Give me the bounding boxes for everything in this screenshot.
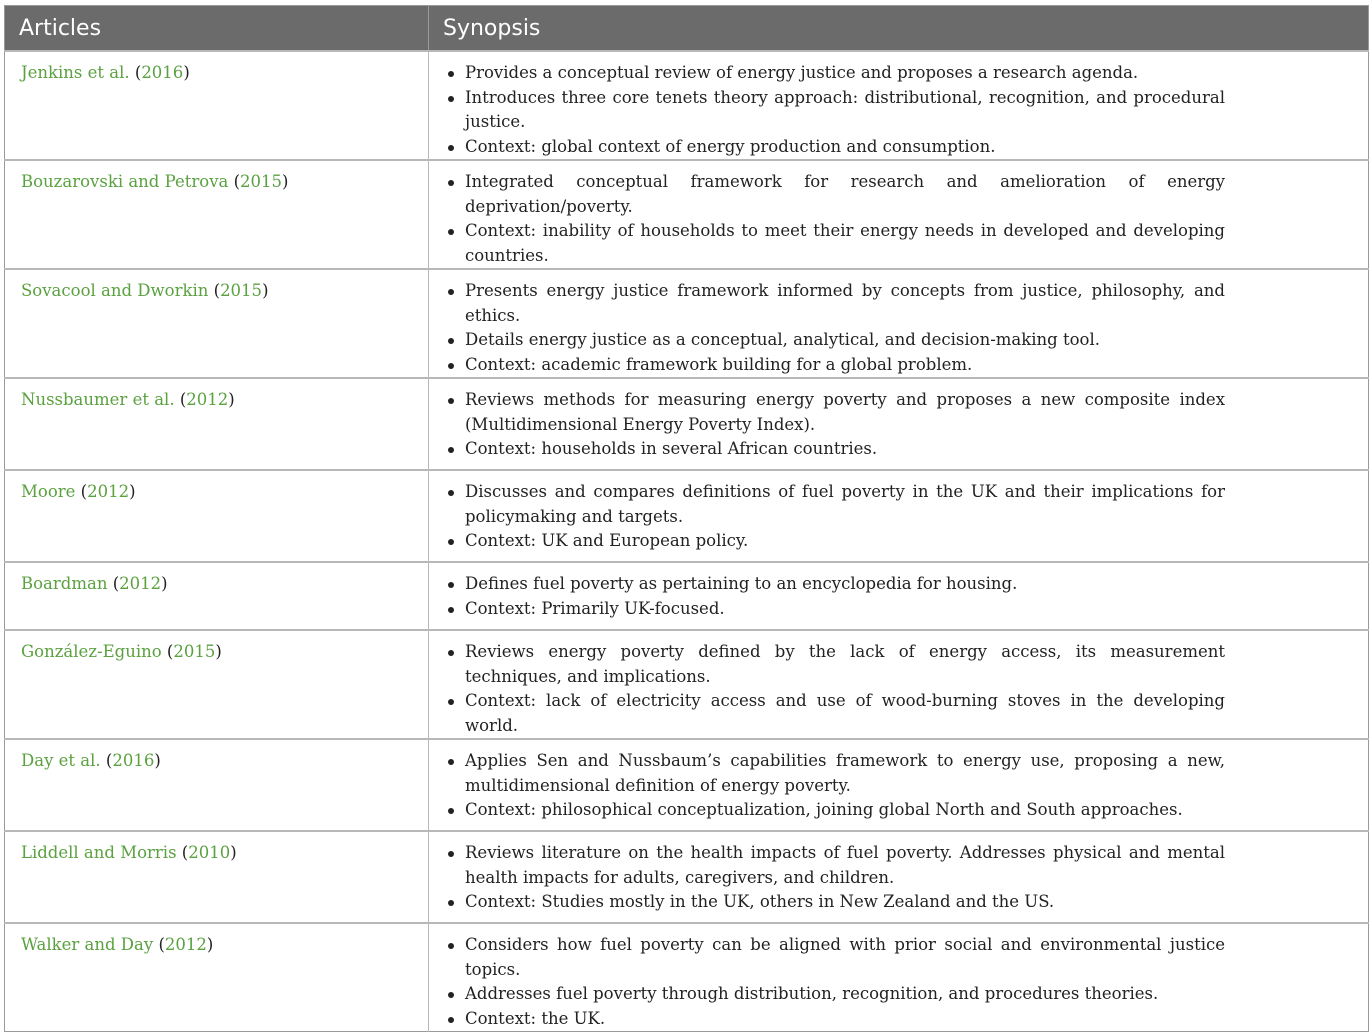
paren-open: (	[105, 751, 113, 770]
synopsis-list	[445, 279, 1225, 377]
paren-open: (	[158, 935, 165, 954]
synopsis-list	[445, 572, 1225, 621]
author-link[interactable]: Moore	[21, 482, 76, 501]
paren-close: )	[154, 751, 161, 770]
paren-close: )	[262, 281, 269, 300]
synopsis-cell	[429, 378, 1369, 470]
table-row	[5, 739, 1369, 831]
synopsis-bullet: Context: academic framework building for a global problem.	[445, 353, 1225, 378]
paren-open: (	[233, 172, 241, 191]
synopsis-list	[445, 841, 1225, 915]
paren-close: )	[129, 482, 136, 501]
year-link[interactable]: 2010	[188, 843, 231, 862]
year-link[interactable]: 2016	[112, 751, 155, 770]
synopsis-bullet: Context: Studies mostly in the UK, others in New Zealand and the US.	[445, 890, 1225, 915]
synopsis-cell	[429, 923, 1369, 1032]
synopsis-bullet: Context: lack of electricity access and use of wood-burning stoves in the developing world.	[445, 689, 1225, 738]
table-row	[5, 831, 1369, 923]
synopsis-bullet: Provides a conceptual review of energy justice and proposes a research agenda.	[445, 61, 1225, 86]
synopsis-cell	[429, 739, 1369, 831]
table-row	[5, 470, 1369, 562]
column-header-articles: Articles	[5, 6, 429, 52]
synopsis-list	[445, 170, 1225, 268]
paren-close: )	[230, 843, 237, 862]
synopsis-cell	[429, 831, 1369, 923]
article-cell	[5, 160, 429, 269]
synopsis-cell	[429, 269, 1369, 378]
articles-table	[4, 5, 1369, 1032]
article-cell	[5, 470, 429, 562]
year-link[interactable]: 2012	[119, 574, 162, 593]
author-link[interactable]: Jenkins et al.	[21, 63, 130, 82]
article-cell	[5, 51, 429, 160]
synopsis-bullet: Context: households in several African countries.	[445, 437, 1225, 462]
year-link[interactable]: 2015	[173, 642, 216, 661]
article-cell	[5, 923, 429, 1032]
table-row	[5, 378, 1369, 470]
synopsis-bullet: Defines fuel poverty as pertaining to an encyclopedia for housing.	[445, 572, 1225, 597]
synopsis-bullet: Reviews literature on the health impacts of fuel poverty. Addresses physical and mental health impacts for adults, caregivers, and children.	[445, 841, 1225, 890]
author-link[interactable]: Boardman	[21, 574, 108, 593]
table-row	[5, 562, 1369, 630]
synopsis-bullet: Integrated conceptual framework for research and amelioration of energy deprivation/poverty.	[445, 170, 1225, 219]
paren-close: )	[215, 642, 222, 661]
year-link[interactable]: 2012	[186, 390, 229, 409]
synopsis-list	[445, 640, 1225, 738]
paren-open: (	[179, 390, 187, 409]
paren-close: )	[206, 935, 214, 954]
paren-open: (	[166, 642, 174, 661]
synopsis-bullet: Reviews energy poverty defined by the lack of energy access, its measurement techniques, and implications.	[445, 640, 1225, 689]
year-link[interactable]: 2015	[220, 281, 263, 300]
table-row	[5, 160, 1369, 269]
author-link[interactable]: Day et al.	[21, 751, 101, 770]
synopsis-cell	[429, 160, 1369, 269]
table-body	[5, 51, 1369, 1032]
synopsis-bullet: Details energy justice as a conceptual, analytical, and decision-making tool.	[445, 328, 1225, 353]
table-row	[5, 630, 1369, 739]
synopsis-bullet: Reviews methods for measuring energy poverty and proposes a new composite index (Multidimensional Energy Poverty Index).	[445, 388, 1225, 437]
article-cell	[5, 562, 429, 630]
year-link[interactable]: 2012	[164, 935, 207, 954]
synopsis-bullet: Context: inability of households to meet their energy needs in developed and developing countries.	[445, 219, 1225, 268]
article-cell	[5, 269, 429, 378]
synopsis-list	[445, 749, 1225, 823]
synopsis-list	[445, 933, 1225, 1031]
synopsis-bullet: Introduces three core tenets theory approach: distributional, recognition, and procedural justice.	[445, 86, 1225, 135]
synopsis-cell	[429, 470, 1369, 562]
year-link[interactable]: 2015	[240, 172, 283, 191]
synopsis-bullet: Context: the UK.	[445, 1007, 1225, 1032]
synopsis-bullet: Presents energy justice framework informed by concepts from justice, philosophy, and ethics.	[445, 279, 1225, 328]
synopsis-bullet: Applies Sen and Nussbaum’s capabilities framework to energy use, proposing a new, multidimensional definition of energy poverty.	[445, 749, 1225, 798]
column-header-synopsis: Synopsis	[429, 6, 1369, 52]
synopsis-bullet: Context: Primarily UK-focused.	[445, 597, 1225, 622]
paren-close: )	[282, 172, 289, 191]
synopsis-cell	[429, 562, 1369, 630]
synopsis-bullet: Context: UK and European policy.	[445, 529, 1225, 554]
header-row	[5, 6, 1369, 52]
synopsis-bullet: Discusses and compares definitions of fuel poverty in the UK and their implications for policymaking and targets.	[445, 480, 1225, 529]
paren-open: (	[80, 482, 88, 501]
synopsis-bullet: Context: global context of energy production and consumption.	[445, 135, 1225, 160]
synopsis-list	[445, 61, 1225, 159]
author-link[interactable]: Sovacool and Dworkin	[21, 281, 209, 300]
author-link[interactable]: Liddell and Morris	[21, 843, 177, 862]
author-link[interactable]: González-Eguino	[21, 642, 162, 661]
synopsis-cell	[429, 630, 1369, 739]
year-link[interactable]: 2016	[141, 63, 184, 82]
synopsis-bullet: Addresses fuel poverty through distribution, recognition, and procedures theories.	[445, 982, 1225, 1007]
synopsis-list	[445, 480, 1225, 554]
synopsis-list	[445, 388, 1225, 462]
paren-close: )	[183, 63, 190, 82]
author-link[interactable]: Bouzarovski and Petrova	[21, 172, 229, 191]
paren-open: (	[213, 281, 221, 300]
table-row	[5, 51, 1369, 160]
paren-close: )	[228, 390, 235, 409]
paren-close: )	[161, 574, 168, 593]
author-link[interactable]: Walker and Day	[21, 935, 154, 954]
article-cell	[5, 831, 429, 923]
author-link[interactable]: Nussbaumer et al.	[21, 390, 175, 409]
synopsis-cell	[429, 51, 1369, 160]
table-row	[5, 269, 1369, 378]
paren-open: (	[112, 574, 120, 593]
paren-open: (	[181, 843, 189, 862]
year-link[interactable]: 2012	[87, 482, 130, 501]
article-cell	[5, 378, 429, 470]
synopsis-bullet: Considers how fuel poverty can be aligned with prior social and environmental justice topics.	[445, 933, 1225, 982]
synopsis-bullet: Context: philosophical conceptualization, joining global North and South approaches.	[445, 798, 1225, 823]
article-cell	[5, 630, 429, 739]
paren-open: (	[134, 63, 142, 82]
table-row	[5, 923, 1369, 1032]
article-cell	[5, 739, 429, 831]
